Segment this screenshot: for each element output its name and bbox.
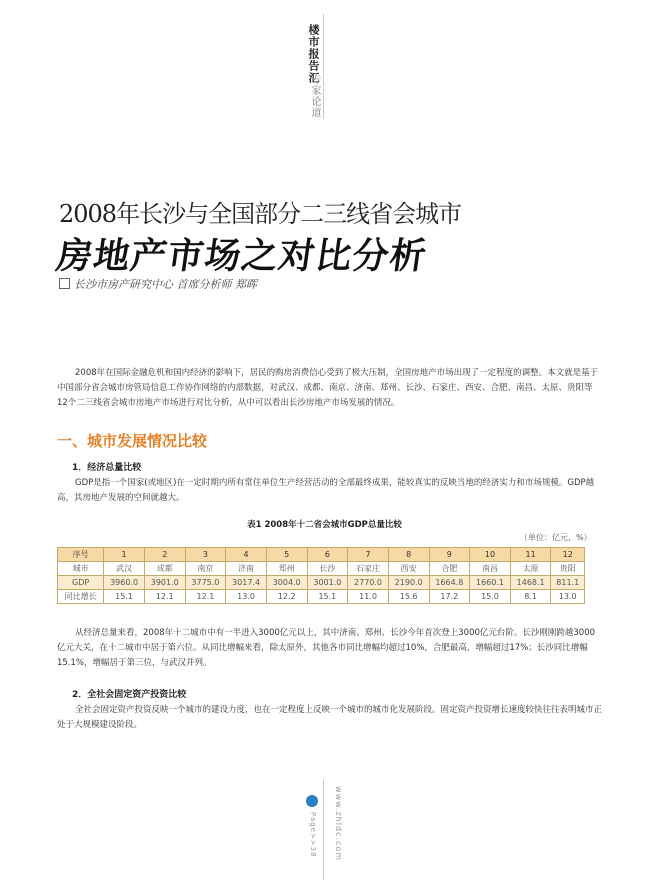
table-cell: 3960.0: [104, 576, 145, 590]
table-cell: 2770.0: [348, 576, 389, 590]
table-cell: 13.0: [226, 590, 267, 604]
table-cell: 1: [104, 548, 145, 562]
table-unit: （单位：亿元，%）: [520, 533, 592, 542]
table-cell: 12.1: [185, 590, 226, 604]
table-row: [58, 548, 585, 562]
row-label: 序号: [58, 548, 104, 562]
table-cell: 合肥: [429, 562, 470, 576]
author-text: 长沙市房产研究中心 首席分析师 郑晖: [74, 278, 257, 291]
subsection-heading-2: 2．全社会固定资产投资比较: [72, 690, 187, 700]
table-cell: 15.0: [470, 590, 511, 604]
center-divider-top: [323, 14, 324, 119]
subsection-2-paragraph: 全社会固定资产投资反映一个城市的建设力度，也在一定程度上反映一个城市的城市化发展阶段。固定资产投资增长速度较快往往表明城市正处于大规模建设阶段。: [57, 705, 603, 730]
author-line: [59, 276, 257, 292]
table-cell: 南京: [185, 562, 226, 576]
table-cell: 贵阳: [551, 562, 585, 576]
table-cell: 长沙: [307, 562, 348, 576]
magazine-brand: 楼市报告汇: [307, 24, 320, 84]
table-cell: 武汉: [104, 562, 145, 576]
subsection-heading-1: 1．经济总量比较: [72, 463, 142, 473]
table-cell: 太原: [510, 562, 551, 576]
subsection-1-paragraph: GDP是指一个国家(或地区)在一定时期内所有常住单位生产经营活动的全部最终成果，能较真实的反映当地的经济实力和市场规模。GDP越高，其房地产发展的空间就越大。: [57, 478, 595, 503]
table-cell: 3017.4: [226, 576, 267, 590]
table-row: [58, 576, 585, 590]
row-label: 城市: [58, 562, 104, 576]
table-cell: 2: [144, 548, 185, 562]
table-row: [58, 562, 585, 576]
table-cell: 3001.0: [307, 576, 348, 590]
table-cell: 10: [470, 548, 511, 562]
table-cell: 11: [510, 548, 551, 562]
analysis-paragraph: 从经济总量来看，2008年十二城市中有一半进入3000亿元以上，其中济南、郑州、长沙今年首次登上3000亿元台阶。长沙刚刚跨越3000亿元大关，在十二城市中居于第六位。从同比增幅来看，除太原外，其他各市同比增幅均超过10%，合肥最高，增幅超过17%；长沙同比增幅15.1%，增幅居于第三位，与武汉并列。: [57, 628, 596, 668]
article-title-line1: 2008年长沙与全国部分二三线省会城市: [59, 200, 462, 228]
table-cell: 8.1: [510, 590, 551, 604]
table-cell: 1664.8: [429, 576, 470, 590]
table-cell: 8: [388, 548, 429, 562]
table-cell: 3901.0: [144, 576, 185, 590]
table-cell: 1660.1: [470, 576, 511, 590]
table-cell: 811.1: [551, 576, 585, 590]
table-cell: 济南: [226, 562, 267, 576]
table-cell: 西安: [388, 562, 429, 576]
table-cell: 7: [348, 548, 389, 562]
table-cell: 12.1: [144, 590, 185, 604]
table-cell: 1468.1: [510, 576, 551, 590]
table-row: [58, 590, 585, 604]
page-number: Page>>38: [309, 812, 317, 858]
row-label: 同比增长: [58, 590, 104, 604]
table-cell: 11.0: [348, 590, 389, 604]
table-cell: 12.2: [266, 590, 307, 604]
table-cell: 成都: [144, 562, 185, 576]
table-cell: 3: [185, 548, 226, 562]
table-cell: 3775.0: [185, 576, 226, 590]
intro-paragraph: 2008年在国际金融危机和国内经济的影响下，居民的购房消费信心受到了极大压制，全国房地产市场出现了一定程度的调整。本文就是基于中国部分省会城市房管局信息工作协作网络的内部数据，对武汉、成都、南京、济南、郑州、长沙、石家庄、西安、合肥、南昌、太原、贵阳等12个二三线省会城市房地产市场进行对比分析，从中可以看出长沙房地产市场发展的情况。: [57, 368, 599, 408]
table-cell: 4: [226, 548, 267, 562]
table-cell: 5: [266, 548, 307, 562]
center-divider-bottom: [323, 780, 324, 880]
gdp-table: [57, 547, 585, 604]
table-cell: 南昌: [470, 562, 511, 576]
table-cell: 3004.0: [266, 576, 307, 590]
square-bullet-icon: [59, 278, 70, 289]
table-caption: 表1 2008年十二省会城市GDP总量比较: [247, 520, 402, 530]
section-heading: 一、城市发展情况比较: [57, 432, 208, 450]
table-cell: 2190.0: [388, 576, 429, 590]
row-label: GDP: [58, 576, 104, 590]
table-cell: 石家庄: [348, 562, 389, 576]
table-cell: 郑州: [266, 562, 307, 576]
page-dot-icon: [306, 795, 318, 807]
table-cell: 13.0: [551, 590, 585, 604]
website-url: www.zhldc.com: [334, 786, 343, 862]
table-cell: 15.1: [104, 590, 145, 604]
column-name: 专家论道: [309, 74, 320, 118]
table-cell: 12: [551, 548, 585, 562]
table-cell: 15.6: [388, 590, 429, 604]
table-cell: 9: [429, 548, 470, 562]
table-cell: 17.2: [429, 590, 470, 604]
table-cell: 15.1: [307, 590, 348, 604]
article-title-line2: 房地产市场之对比分析: [53, 236, 430, 277]
table-cell: 6: [307, 548, 348, 562]
